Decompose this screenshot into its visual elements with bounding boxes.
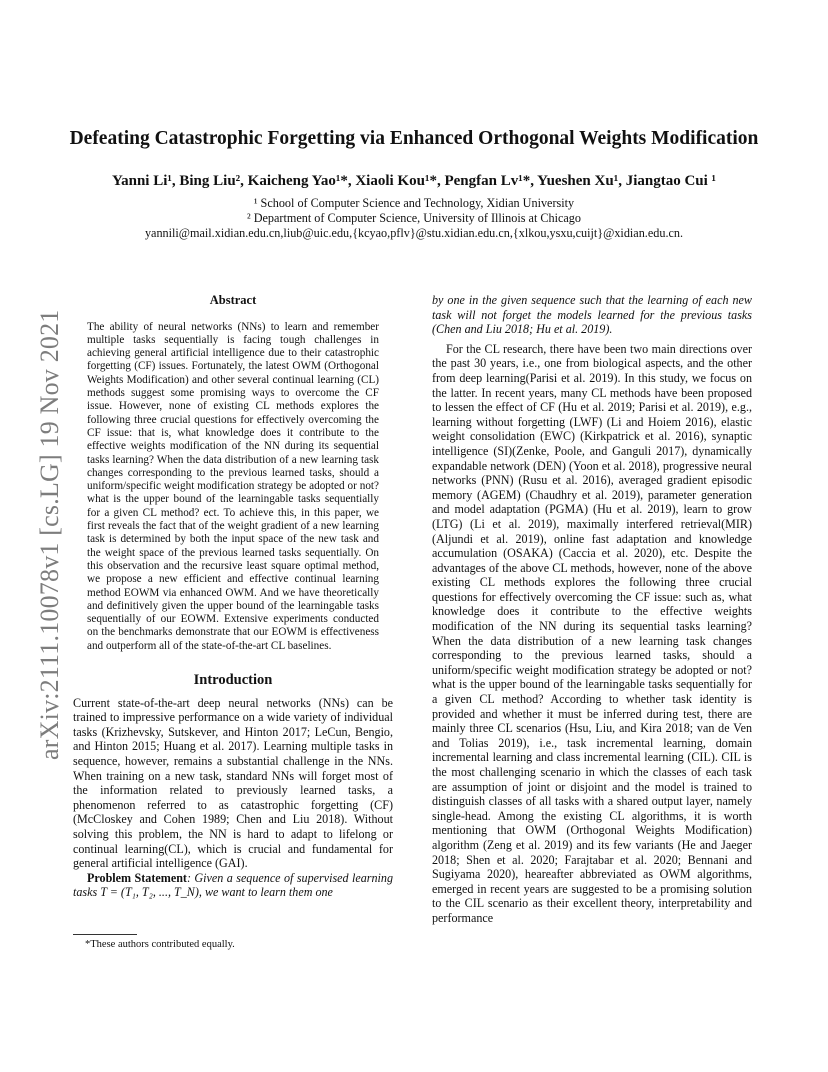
arxiv-identifier: arXiv:2111.10078v1 [cs.LG] 19 Nov 2021 xyxy=(35,309,64,760)
abstract-heading: Abstract xyxy=(209,293,257,307)
arxiv-side-label xyxy=(20,285,64,760)
author-emails: yannili@mail.xidian.edu.cn,liub@uic.edu,{kcyao,pflv}@stu.xidian.edu.cn,{xlkou,ysxu,cuijt}@xidian.edu.cn. xyxy=(144,226,684,240)
footnote-rule xyxy=(73,934,137,935)
problem-statement-label: Problem Statement xyxy=(87,870,187,885)
footnote-text: *These authors contributed equally. xyxy=(85,939,235,950)
introduction-heading: Introduction xyxy=(193,672,273,689)
intro-paragraph-1: Current state-of-the-art deep neural networks (NNs) can be trained to impressive performance on a wide variety of individual tasks (Krizhevsky, Sutskever, and Hinton 2017; LeCun, Bengio, and Hinton 2015; Huang et al. 2017). Learning multiple tasks in sequence, however, remains a substantial challenge in the NNs. When training on a new task, standard NNs will forget most of the information related to previously learned tasks, a phenomenon referred to as catastrophic forgetting (CF) (McCloskey and Cohen 1989; Chen and Liu 2018). Without solving this problem, the NN is hard to adapt to lifelong or continual learning(CL), which is crucial and fundamental for general artificial intelligence (GAI). xyxy=(73,695,393,871)
problem-statement-text: : Given a sequence of supervised learning tasks T = (T₁, T₂, ..., T_N), we want to learn them one xyxy=(73,870,393,900)
affiliation-2: ² Department of Computer Science, University of Illinois at Chicago xyxy=(247,211,581,225)
abstract-body: The ability of neural networks (NNs) to learn and remember multiple tasks sequentially is facing tough challenges in achieving general artificial intelligence due to their catastrophic forgetting (CF) issues. Fortunately, the latest OWM (Orthogonal Weights Modification) and other several continual learning (CL) methods suggest some promising ways to overcome the CF issue. However, none of existing CL methods explores the following three crucial questions for effectively overcoming the CF issue: that is, what knowledge does it contribute to the effective weights modification of the NN during its sequential tasks learning? When the data distribution of a new learning task changes corresponding to the previous learned tasks, should a uniform/specific weight modification strategy be adopted or not? what is the upper bound of the learningable tasks sequentially for a given CL method? ect. To achieve this, in this paper, we first reveals the fact that of the weight gradient of a new learning task is determined by both the input space of the new task and the weight space of the previous learned tasks sequentially. On this observation and the recursive least square optimal method, we propose a new efficient and effective continual learning method EOWM via enhanced OWM. And we have theoretically and definitively given the upper bound of the learningable tasks sequentially of our EOWM. Extensive experiments conducted on the benchmarks demonstrate that our EOWM is effectiveness and outperform all of the state-of-the-art CL baselines. xyxy=(87,320,379,652)
affiliation-1: ¹ School of Computer Science and Technology, Xidian University xyxy=(253,196,575,210)
left-column xyxy=(73,293,393,900)
problem-statement xyxy=(73,871,393,900)
footnote xyxy=(73,934,393,950)
author-list: Yanni Li¹, Bing Liu², Kaicheng Yao¹*, Xiaoli Kou¹*, Pengfan Lv¹*, Yueshen Xu¹, Jiangtao Cui ¹ xyxy=(111,173,717,189)
affiliations xyxy=(60,196,768,241)
right-column xyxy=(432,293,752,926)
right-paragraph-0: by one in the given sequence such that the learning of each new task will not forget the models learned for the previous tasks (Chen and Liu 2018; Hu et al. 2019). xyxy=(432,293,752,337)
right-paragraph-1: For the CL research, there have been two main directions over the past 30 years, i.e., one from biological aspects, and the other from deep learning(Parisi et al. 2019). In this study, we focus on the latter. In recent years, many CL methods have been proposed to lessen the effect of CF (Hu et al. 2019; Parisi et al. 2019), e.g., learning without forgetting (LWF) (Li and Hoiem 2016), elastic weight consolidation (EWC) (Kirkpatrick et al. 2016), synaptic intelligence (SI)(Zenke, Poole, and Ganguli 2017), dynamically expandable network (DEN) (Yoon et al. 2018), progressive neural networks (PNN) (Rusu et al. 2016), averaged gradient episodic memory (AGEM) (Chaudhry et al. 2019), parameter generation and model adaptation (PGMA) (Hu et al. 2019), learn to grow (LTG) (Li et al. 2019), maximally interfered retrieval(MIR) (Aljundi et al. 2019), online fast adaptation and knowledge accumulation (OSAKA) (Caccia et al. 2020), etc. Despite the advantages of the above CL methods, however, none of the above existing CL methods explores the following three crucial questions for effectively overcoming the CF issue: such as, what knowledge does it contribute to the effective weights modification of the NN during its sequential tasks learning? When the data distribution of a new learning task changes corresponding to the previous learned tasks, should a uniform/specific weight modification strategy be adopted or not? what is the upper bound of the learningable tasks sequentially for a given CL method? According to whether task identity is provided and whether it must be inferred during test, there are mainly three CL scenarios (Hsu, Liu, and Kira 2018; van de Ven and Tolias 2019), i.e., task incremental learning, domain incremental learning and class incremental learning (CIL). CIL is the most challenging scenario in which the classes of each task are assumption of joint or disjoint and the model is trained to distinguish classes of all tasks with a shared output layer, namely single-head. Among the existing CL algorithms, it is worth mentioning that OWM (Orthogonal Weights Modification) algorithm (Zeng et al. 2019) and its few variants (He and Jaeger 2018; Shen et al. 2020; Farajtabar et al. 2020; Bennani and Sugiyama 2020), heareafter abbreviated as OWM algorithms, emerged in recent years are suggested to be a promising solution to the CIL scenario as their excellent theory, interpretability and performance xyxy=(432,341,752,925)
paper-title: Defeating Catastrophic Forgetting via Enhanced Orthogonal Weights Modification xyxy=(69,128,759,149)
